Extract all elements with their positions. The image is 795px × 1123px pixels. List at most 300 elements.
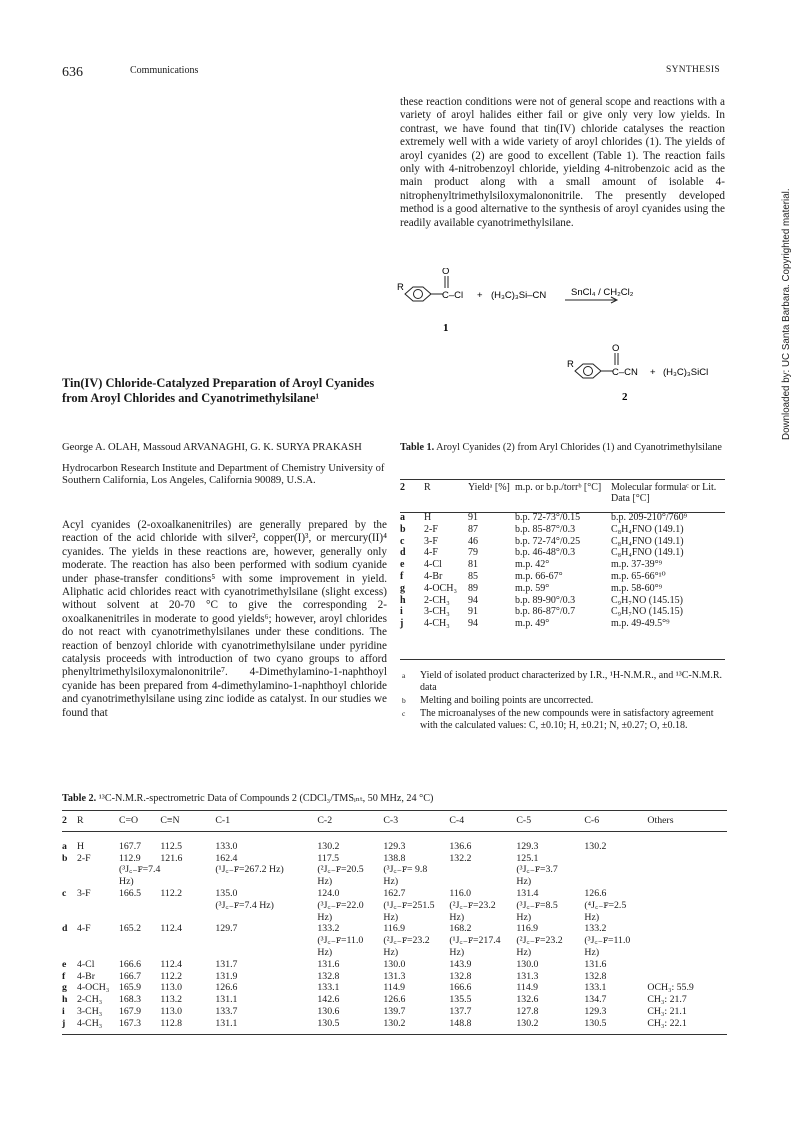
table-cell: 112.2 (160, 970, 183, 982)
table-row (400, 536, 725, 548)
affiliation: Hydrocarbon Research Institute and Department of Chemistry University of Southern California, Los Angeles, California 90089, U.S.A. (62, 463, 385, 487)
table-row (62, 912, 727, 924)
table-cell (160, 876, 215, 888)
table-cell (119, 935, 160, 947)
table-cell: 2-CH₃ (424, 594, 450, 606)
table-cell: 130.2 (516, 1017, 539, 1029)
compound-label (62, 912, 77, 924)
footnote: a Yield of isolated product characterized by I.R., ¹H-N.M.R., and ¹³C-N.M.R. data (402, 670, 722, 693)
table-cell: Hz) (119, 876, 134, 888)
table-cell: 91 (468, 606, 478, 618)
table-cell: b.p. 72-73°/0.15 (515, 512, 581, 523)
table-cell: 3-CH₃ (424, 606, 450, 618)
table2-header: C=O (119, 815, 139, 826)
table-row (400, 524, 725, 536)
scheme-carbonyl-o: O (442, 268, 450, 277)
table2-header: C-1 (215, 815, 231, 826)
table-cell (647, 971, 727, 983)
table-cell: 126.6 (215, 982, 238, 994)
table-cell: 162.4 (215, 852, 238, 864)
table-row (62, 959, 727, 971)
table-cell: 135.5 (449, 994, 472, 1006)
table-cell: m.p. 59° (515, 582, 550, 594)
table-cell: 131.1 (215, 1017, 238, 1029)
table-cell (647, 959, 727, 971)
table-cell: b.p. 85-87°/0.3 (515, 523, 576, 535)
table-cell: Hz) (317, 876, 333, 888)
scheme-acyl-chloride: C–Cl (442, 290, 464, 301)
table-cell (77, 912, 119, 924)
table-cell (77, 876, 119, 888)
table-cell: (¹J꜀₋ꜰ=251.5 (383, 899, 435, 911)
table-row (400, 606, 725, 618)
compound-label: i (400, 606, 403, 618)
table-row (62, 947, 727, 959)
table-cell: Hz) (516, 876, 532, 888)
table-cell (215, 912, 317, 924)
table-cell: 132.8 (317, 970, 340, 982)
table-cell: (³J꜀₋ꜰ=8.5 (516, 899, 558, 911)
table-cell: 136.6 (449, 840, 472, 852)
table-cell: 133.7 (215, 1005, 238, 1017)
table-row (62, 864, 727, 876)
table-cell: Hz) (584, 946, 600, 958)
table-cell: 133.2 (584, 923, 607, 935)
table-cell: 2-F (424, 523, 438, 535)
table2 (62, 815, 727, 1030)
table-cell: b.p. 89-90°/0.3 (515, 594, 576, 606)
footnote: b Melting and boiling points are uncorrected. (402, 695, 594, 706)
table-cell: m.p. 49-49.5°⁹ (611, 618, 670, 630)
table-cell: (³J꜀₋ꜰ= 9.8 (383, 864, 428, 876)
table-cell: 113.0 (160, 982, 183, 994)
table-cell: 130.5 (317, 1017, 340, 1029)
table-cell: 130.2 (383, 1017, 406, 1029)
table-row (400, 595, 725, 607)
table-cell: 167.9 (119, 1005, 142, 1017)
table-cell: C₈H₄FNO (149.1) (611, 523, 684, 535)
body-paragraph: Acyl cyanides (2-oxoalkanenitriles) are generally prepared by the reaction of the acid chloride with silver², copper(I)³, or mercury(II)⁴ cyanides. The yields in these reactions are, however, generally only moderate. The reaction has also been performed with sodium cyanide under phase-transfer conditions⁵ with some improvement in yield. Aliphatic acid chlorides react with cyanotrimethylsilane (slight excess) without solvent at 20-70 °C to give the corresponding 2-oxoalkanenitriles in moderate to good yields⁶; however, aroyl chlorides do not react with cyanotrimethylsilanes under these conditions. The reaction of benzoyl chloride with cyanotrimethylsilane under pyridine catalysis proceeds with introduction of two cyano groups to afford phenyltrimethylsiloxymalononitrile⁷. 4-Dimethylamino-1-naphthoyl cyanide has been prepared from 4-dimethylamino-1-naphthoyl chloride and cyanotrimethylsilane using zinc iodide as catalyst. In our studies we found that (62, 519, 387, 719)
scheme-label-2: 2 (622, 391, 628, 403)
table-cell (449, 876, 516, 888)
table-cell (160, 864, 215, 876)
table-cell (77, 900, 119, 912)
table2-header-rule (62, 831, 727, 832)
table-cell: 165.9 (119, 982, 142, 994)
compound-label: b (400, 523, 406, 535)
compound-label (62, 947, 77, 959)
table-cell: 94 (468, 618, 478, 630)
table-cell: Hz) (383, 876, 399, 888)
table-cell: 116.9 (516, 923, 539, 935)
table-cell: 126.6 (383, 994, 406, 1006)
table-cell (119, 912, 160, 924)
table-cell: (³J꜀₋ꜰ=3.7 (516, 864, 558, 876)
table-cell: m.p. 58-60°⁹ (611, 582, 663, 594)
table-cell: C₉H₇NO (145.15) (611, 594, 683, 606)
table-cell: 4-Cl (77, 958, 95, 970)
table-cell (584, 876, 647, 888)
table-cell: 3-CH₃ (77, 1005, 103, 1017)
table-cell: (²J꜀₋ꜰ=23.2 (516, 935, 563, 947)
table-cell (647, 923, 727, 935)
table-cell: Hz) (449, 946, 465, 958)
table-row (400, 559, 725, 571)
table-cell: 112.9 (119, 852, 141, 864)
table-cell: 4-Br (424, 570, 443, 582)
table-cell (119, 947, 160, 959)
table-cell (160, 900, 215, 912)
table-cell: 112.5 (160, 840, 183, 852)
table-cell: H (77, 840, 85, 852)
table-cell: CH₃: 21.7 (647, 994, 687, 1006)
table-cell: m.p. 66-67° (515, 570, 563, 582)
compound-label: d (400, 547, 406, 559)
compound-label: h (400, 594, 406, 606)
table-cell: 130.2 (317, 840, 340, 852)
table-cell: 167.7 (119, 840, 142, 852)
table-cell: 129.3 (383, 840, 406, 852)
table-cell: m.p. 65-66°¹⁰ (611, 570, 666, 582)
compound-label: j (400, 618, 404, 630)
table2-header: C-4 (449, 815, 465, 826)
table-cell: 139.7 (383, 1005, 406, 1017)
table-cell: 126.6 (584, 887, 607, 899)
scheme-plus-2: + (650, 367, 656, 378)
table-cell: (³J꜀₋ꜰ=11.0 (584, 935, 631, 947)
compound-label: b (62, 852, 68, 864)
table1-header: Yieldᵃ [%] (468, 482, 510, 493)
compound-label: c (400, 535, 405, 547)
table1-footnotes (400, 670, 725, 733)
table-cell (160, 912, 215, 924)
table-cell (647, 935, 727, 947)
table-row (62, 888, 727, 900)
table-row (400, 618, 725, 630)
table-cell: 4-OCH₃ (424, 582, 457, 594)
table-cell (215, 876, 317, 888)
table1-bottom-rule (400, 659, 725, 660)
table-cell: (³J꜀₋ꜰ=11.0 (317, 935, 364, 947)
table-cell: 135.0 (215, 887, 238, 899)
table-cell: 114.9 (383, 982, 406, 994)
table-cell: 132.2 (449, 852, 472, 864)
table-cell: 113.0 (160, 1005, 183, 1017)
table-row (62, 994, 727, 1006)
table-cell: 114.9 (516, 982, 539, 994)
table-cell (647, 876, 727, 888)
table-cell: 133.2 (317, 923, 340, 935)
compound-label (62, 935, 77, 947)
table-cell (77, 935, 119, 947)
table-cell: (³J꜀₋ꜰ=7.4 Hz) (215, 899, 274, 911)
table-row (62, 923, 727, 935)
compound-label: f (400, 570, 404, 582)
table-cell: 4-F (424, 547, 438, 559)
scheme-product-r: R (567, 359, 574, 370)
table1-top-rule (400, 479, 725, 480)
table1-caption: Table 1. Aroyl Cyanides (2) from Aryl Chlorides (1) and Cyanotrimethylsilane (400, 442, 722, 453)
footnote: c The microanalyses of the new compounds were in satisfactory agreement with the calculated values: C, ±0.10; H, ±0.21; N, ±0.27; O, ±0.18. (402, 708, 714, 731)
compound-label: e (400, 559, 405, 571)
table-cell: 129.3 (584, 1005, 607, 1017)
table-cell: 4-OCH₃ (77, 982, 110, 994)
table2-header: R (77, 815, 84, 826)
table2-header: C≡N (160, 815, 180, 826)
compound-label: j (62, 1017, 66, 1029)
table-cell: (¹J꜀₋ꜰ=267.2 Hz) (215, 864, 284, 876)
table-cell (647, 888, 727, 900)
table-cell: 148.8 (449, 1017, 472, 1029)
table-cell: 131.6 (584, 958, 607, 970)
table-cell: (²J꜀₋ꜰ=20.5 (317, 864, 364, 876)
table-cell: 166.6 (449, 982, 472, 994)
table-row (400, 512, 725, 524)
table-cell: 168.2 (449, 923, 472, 935)
table-cell: Hz) (383, 911, 399, 923)
table-cell: 2-F (77, 852, 91, 864)
table1-header-rule (400, 512, 725, 513)
table-cell: CH₃: 21.1 (647, 1005, 687, 1017)
scheme-conditions: SnCl₄ / CH₂Cl₂ (571, 287, 634, 298)
table-cell: 143.9 (449, 958, 472, 970)
table-cell (647, 864, 727, 876)
table-cell: C₈H₄FNO (149.1) (611, 547, 684, 559)
table2-header: C-3 (383, 815, 399, 826)
scheme-silane: (H₃C)₃Si–CN (491, 290, 547, 301)
table-cell: 138.8 (383, 852, 406, 864)
table-cell (215, 947, 317, 959)
table-cell: Hz) (317, 946, 333, 958)
table-row (62, 876, 727, 888)
scheme-r-label: R (397, 282, 404, 293)
table-cell: m.p. 37-39°⁹ (611, 559, 663, 571)
table-cell: Hz) (516, 911, 532, 923)
table2-caption: Table 2. ¹³C-N.M.R.-spectrometric Data of Compounds 2 (CDCl₃/TMSᵢₙₜ, 50 MHz, 24 °C) (62, 793, 434, 804)
table-cell: 131.3 (516, 970, 539, 982)
compound-label (62, 900, 77, 912)
table-row (400, 571, 725, 583)
table-cell: 166.7 (119, 970, 142, 982)
table-cell: 130.0 (516, 958, 539, 970)
table-cell: 91 (468, 512, 478, 523)
table1-header: 2 (400, 482, 405, 493)
table-cell: 3-F (77, 887, 91, 899)
table-cell (77, 947, 119, 959)
table-cell (119, 900, 160, 912)
scheme-label-1: 1 (443, 322, 449, 334)
table-row (62, 935, 727, 947)
table-cell: 130.6 (317, 1005, 340, 1017)
table1-header-row (400, 482, 725, 504)
table-cell: (⁴J꜀₋ꜰ=2.5 (584, 899, 627, 911)
table-cell (584, 864, 647, 876)
table1-header: Molecular formulaᶜ or Lit. Data [°C] (611, 482, 717, 504)
table-cell: 127.8 (516, 1005, 539, 1017)
table-cell: 134.7 (584, 994, 607, 1006)
table-cell: (²J꜀₋ꜰ=23.2 (449, 899, 496, 911)
table-cell: 4-CH₃ (77, 1017, 103, 1029)
table1 (400, 482, 725, 630)
download-watermark: Downloaded by: UC Santa Barbara. Copyrighted material. (781, 188, 792, 440)
table-cell (647, 912, 727, 924)
table-cell: b.p. 72-74°/0.25 (515, 535, 581, 547)
scheme-product-o: O (612, 343, 620, 354)
article-title: Tin(IV) Chloride-Catalyzed Preparation of Aroyl Cyanides from Aroyl Chlorides and Cyanotrimethylsilane¹ (62, 376, 375, 405)
table-cell: m.p. 49° (515, 618, 550, 630)
table-cell: 87 (468, 523, 478, 535)
page-number: 636 (62, 65, 83, 80)
table-cell: 166.6 (119, 958, 142, 970)
compound-label (62, 876, 77, 888)
table-cell: 166.5 (119, 887, 142, 899)
table1-header: m.p. or b.p./torrᵇ [°C] (515, 482, 602, 493)
table-cell: 131.6 (317, 958, 340, 970)
table-cell: 131.7 (215, 958, 238, 970)
table-cell (215, 935, 317, 947)
table-cell: 79 (468, 547, 478, 559)
compound-label (62, 864, 77, 876)
scheme-byproduct: (H₃C)₃SiCl (663, 367, 709, 378)
table-cell: 117.5 (317, 852, 340, 864)
table-row (62, 841, 727, 853)
table-cell: 116.9 (383, 923, 406, 935)
table-cell: 130.5 (584, 1017, 607, 1029)
table-cell: b.p. 46-48°/0.3 (515, 547, 576, 559)
table-cell: 168.3 (119, 994, 142, 1006)
table1-body (400, 504, 725, 630)
table-cell: Hz) (383, 946, 399, 958)
table-cell: Hz) (449, 911, 465, 923)
scheme-plus: + (477, 290, 483, 301)
table-cell: (³J꜀₋ꜰ=22.0 (317, 899, 364, 911)
table-cell: 116.0 (449, 887, 472, 899)
table-cell: 3-F (424, 535, 438, 547)
table-cell: 2-CH₃ (77, 994, 103, 1006)
table-cell: 130.0 (383, 958, 406, 970)
table-cell: (³J꜀₋ꜰ=7.4 (119, 864, 161, 876)
table-cell: 165.2 (119, 923, 142, 935)
compound-label: c (62, 887, 67, 899)
table-cell: H (424, 512, 432, 523)
table2-header: Others (647, 815, 674, 826)
compound-label: g (400, 582, 405, 594)
table-row (62, 982, 727, 994)
table2-header: C-2 (317, 815, 333, 826)
table-cell: 131.4 (516, 887, 539, 899)
table2-body (62, 841, 727, 1030)
reaction-scheme (395, 268, 735, 418)
table-cell: 81 (468, 559, 478, 571)
table-cell: 125.1 (516, 852, 539, 864)
table-cell: 112.4 (160, 923, 183, 935)
table-cell: 130.2 (584, 840, 607, 852)
table-cell: 167.3 (119, 1017, 142, 1029)
table-cell: OCH₃: 55.9 (647, 982, 694, 994)
table-cell: b.p. 209-210°/760⁹ (611, 512, 688, 523)
table-cell: 112.2 (160, 887, 183, 899)
table-cell: 94 (468, 594, 478, 606)
table-cell (449, 864, 516, 876)
table-cell: 133.1 (317, 982, 340, 994)
compound-label: h (62, 994, 68, 1006)
compound-label: f (62, 970, 66, 982)
table-cell: 133.1 (584, 982, 607, 994)
table-cell: 4-CH₃ (424, 618, 450, 630)
table-cell (77, 864, 119, 876)
table-cell: 131.9 (215, 970, 238, 982)
compound-label: e (62, 958, 67, 970)
table-cell: 129.7 (215, 923, 238, 935)
intro-paragraph: these reaction conditions were not of general scope and reactions with a variety of aroyl halides either fail or give only very low yields. In contrast, we have found that tin(IV) chloride catalyses the reaction extremely well with a wide variety of aroyl chlorides (1). The yields of aroyl cyanides (2) are good to excellent (Table 1). The reaction fails only with 4-nitrobenzoyl chloride, yielding 4-nitrobenzoic acid as the main product along with a small amount of isolable 4-nitrophenyltrimethylsiloxymalononitrile. The presently developed method is a good alternative to the synthesis of aroyl cyanides using the readily available cyanotrimethylsilane. (400, 96, 725, 229)
table-cell: 131.3 (383, 970, 406, 982)
table-cell: 46 (468, 535, 478, 547)
table-cell: 89 (468, 582, 478, 594)
section-label: Communications (130, 65, 199, 76)
table2-bottom-rule (62, 1034, 727, 1035)
table-cell (647, 947, 727, 959)
table-cell: C₉H₇NO (145.15) (611, 606, 683, 618)
table-cell: 137.7 (449, 1005, 472, 1017)
scheme-product-acyl: C–CN (612, 367, 638, 378)
table-cell: 131.1 (215, 994, 238, 1006)
table-cell: Hz) (584, 911, 600, 923)
table-cell (160, 947, 215, 959)
table-cell: 85 (468, 570, 478, 582)
table-row (62, 900, 727, 912)
table2-top-rule (62, 810, 727, 811)
table-cell: 133.0 (215, 840, 238, 852)
table-cell: 124.0 (317, 887, 340, 899)
table-cell: 4-Br (77, 970, 95, 982)
table-cell: 129.3 (516, 840, 539, 852)
table2-header-row (62, 815, 727, 827)
table-cell: Hz) (317, 911, 333, 923)
table-cell: 112.4 (160, 958, 183, 970)
compound-label: i (62, 1005, 65, 1017)
table-cell (647, 900, 727, 912)
table-row (62, 1006, 727, 1018)
table-cell: 132.8 (584, 970, 607, 982)
table-cell: (¹J꜀₋ꜰ=217.4 (449, 935, 501, 947)
table2-header: C-6 (584, 815, 600, 826)
table2-header: C-5 (516, 815, 532, 826)
compound-label: a (400, 512, 405, 523)
table-cell: 132.6 (516, 994, 539, 1006)
table-cell: 112.8 (160, 1017, 183, 1029)
table-cell (647, 841, 727, 853)
table-row (400, 547, 725, 559)
table-cell (584, 853, 647, 865)
table-cell (647, 853, 727, 865)
journal-name: SYNTHESIS (666, 65, 720, 75)
table-cell: 132.8 (449, 970, 472, 982)
authors: George A. OLAH, Massoud ARVANAGHI, G. K. SURYA PRAKASH (62, 442, 362, 453)
table-row (62, 971, 727, 983)
table-cell: b.p. 86-87°/0.7 (515, 606, 576, 618)
table-row (62, 1018, 727, 1030)
table-row (62, 853, 727, 865)
table1-header: R (424, 482, 431, 493)
table-row (400, 583, 725, 595)
table-cell: CH₃: 22.1 (647, 1017, 687, 1029)
table-cell: Hz) (516, 946, 532, 958)
table-cell: 4-F (77, 923, 91, 935)
table-cell: 142.6 (317, 994, 340, 1006)
table-cell: C₈H₄FNO (149.1) (611, 535, 684, 547)
compound-label: d (62, 923, 68, 935)
table-cell (160, 935, 215, 947)
